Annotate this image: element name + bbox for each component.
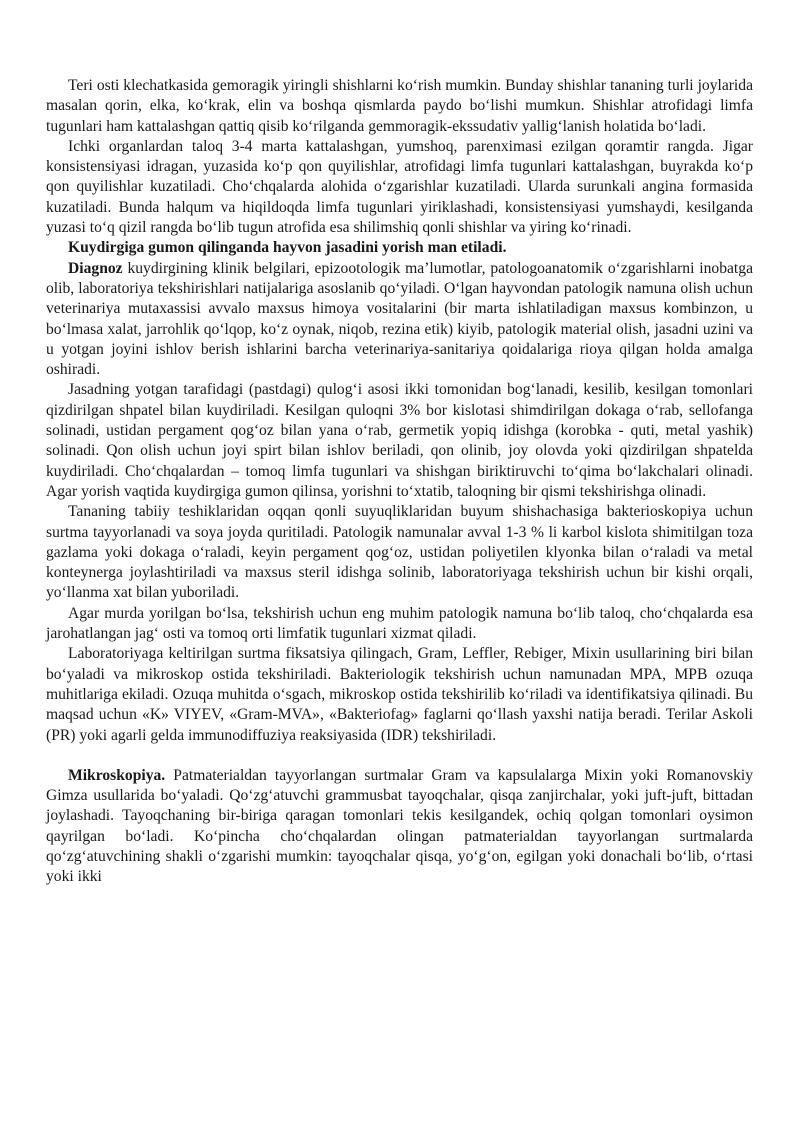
paragraph-laboratory xyxy=(46,644,753,745)
paragraph-diagnosis xyxy=(46,259,753,381)
paragraph-text: kuydirgining klinik belgilari, epizootologik ma’lumotlar, patologoanatomik o‘zgarishlarni inobatga olib, laboratoriya tekshirishlari natijalariga asoslanib qo‘yiladi. O‘lgan hayvondan patologik namuna olish uchun veterinariya mutaxassisi avvalo maxsus himoya vositalarini (bir marta ishlatiladigan maxsus kombinzon, u bo‘lmasa xalat, jarrohlik qo‘lqop, ko‘z oynak, niqob, rezina etik) kiyib, patologik material olish, jasadni uzini va u yotgan joyini ishlov berish ishlarini barcha veterinariya-sanitariya qoidalariga rioya qilgan holda amalga oshiradi. xyxy=(46,259,753,379)
paragraph-internal-organs xyxy=(46,137,753,238)
lead-term-diagnoz: Diagnoz xyxy=(68,259,123,277)
paragraph-opened-carcass xyxy=(46,604,753,645)
paragraph-text: Laboratoriyaga keltirilgan surtma fiksatsiya qilingach, Gram, Leffler, Rebiger, Mixin usullarining biri bilan bo‘yaladi va mikroskop ostida tekshiriladi. Bakteriologik tekshirish uchun namunadan MPA, MPB ozuqa muhitlariga ekiladi. Ozuqa muhitda o‘sgach, mikroskop ostida tekshirilib ko‘riladi va identifikatsiya qilinadi. Bu maqsad uchun «K» VIYEV, «Gram-MVA», «Bakteriofag» faglarni qo‘llash yaxshi natija beradi. Terilar Askoli (PR) yoki agarli gelda immunodiffuziya reaksiyasida (IDR) tekshiriladi. xyxy=(46,645,753,744)
paragraph-microscopy xyxy=(46,766,753,888)
paragraph-autopsy-warning xyxy=(46,238,753,258)
paragraph-sampling xyxy=(46,380,753,502)
paragraph-text: Ichki organlardan taloq 3-4 marta kattalashgan, yumshoq, parenximasi ezilgan qoramtir rangda. Jigar konsistensiyasi idragan, yuzasida ko‘p qon quyilishlar, atrofidagi limfa tugunlari kattalashgan, buyrakda ko‘p qon quyilishlar kuzatiladi. Cho‘chqalarda alohida o‘zgarishlar kuzatiladi. Ularda surunkali angina formasida kuzatiladi. Bunda halqum va hiqildoqda limfa tugunlari yiriklashadi, konsistensiyasi yumshaydi, kesilganda yuzasi to‘q qizil rangda bo‘lib tugun atrofida esa shilimshiq qonli shishlar va yiring ko‘rinadi. xyxy=(46,137,753,237)
paragraph-text: Agar murda yorilgan bo‘lsa, tekshirish uchun eng muhim patologik namuna bo‘lib taloq, cho‘chqalarda esa jarohatlangan jag‘ osti va tomoq orti limfatik tugunlari xizmat qiladi. xyxy=(46,604,753,643)
paragraph-text: Patmaterialdan tayyorlangan surtmalar Gram va kapsulalarga Mixin yoki Romanovskiy Gimza usullarida bo‘yaladi. Qo‘zg‘atuvchi grammusbat tayoqchalar, qisqa zanjirchalar, yoki juft-juft, bittadan joylashadi. Tayoqchaning bir-biriga qaragan tomonlari tekis kesilgandek, ochiq qolgan tomonlari oysimon qayrilgan bo‘ladi. Ko‘pincha cho‘chqalardan olingan patmaterialdan tayyorlangan surtmalarda qo‘zg‘atuvchining shakli o‘zgarishi mumkin: tayoqchalar qisqa, yo‘g‘on, egilgan yoki donachali bo‘lib, o‘rtasi yoki ikki xyxy=(46,766,753,886)
bold-warning-text: Kuydirgiga gumon qilinganda hayvon jasadini yorish man etiladi. xyxy=(68,239,507,257)
paragraph-text: Tananing tabiiy teshiklaridan oqqan qonli suyuqliklaridan buyum shishachasiga bakterioskopiya uchun surtma tayyorlanadi va soya joyda quritiladi. Patologik namunalar avval 1-3 % li karbol kislota shimitilgan toza gazlama yoki dokaga o‘raladi, keyin pergament qog‘oz, ustidan poliyetilen klyonka bilan o‘raladi va metal konteynerga joylashtiriladi va maxsus steril idishga solinib, laboratoriyaga tekshirish uchun bir kishi orqali, yo‘llanma xat bilan yuboriladi. xyxy=(46,503,753,602)
paragraph-skin-swelling xyxy=(46,76,753,137)
document-page xyxy=(46,76,753,888)
paragraph-text: Jasadning yotgan tarafidagi (pastdagi) qulog‘i asosi ikki tomonidan bog‘lanadi, kesilib, kesilgan tomonlari qizdirilgan shpatel bilan kuydiriladi. Kesilgan quloqni 3% bor kislotasi shimdirilgan dokaga o‘rab, sellofanga solinadi, ustidan pergament qog‘oz bilan yana o‘rab, germetik yopiq idishga (korobka - quti, metal yashik) solinadi. Qon olish uchun joyi spirt bilan ishlov beriladi, qon olinib, joy olovda yoki qizdirilgan shpatelda kuydiriladi. Cho‘chqalardan – tomoq limfa tugunlari va shishgan biriktiruvchi to‘qima bo‘lakchalari olinadi. Agar yorish vaqtida kuydirgiga gumon qilinsa, yorishni to‘xtatib, taloqning bir qismi tekshirishga olinadi. xyxy=(46,381,753,500)
paragraph-text: Teri osti klechatkasida gemoragik yiringli shishlarni ko‘rish mumkin. Bunday shishlar tananing turli joylarida masalan qorin, elka, ko‘krak, elin va boshqa qismlarda paydo bo‘lishi mumkun. Shishlar atrofidagi limfa tugunlari ham kattalashgan qattiq qisib ko‘rilganda gemmoragik-ekssudativ yallig‘lanish holatida bo‘ladi. xyxy=(46,77,753,135)
lead-term-mikroskopiya: Mikroskopiya. xyxy=(68,766,166,784)
paragraph-smear-preparation xyxy=(46,502,753,603)
